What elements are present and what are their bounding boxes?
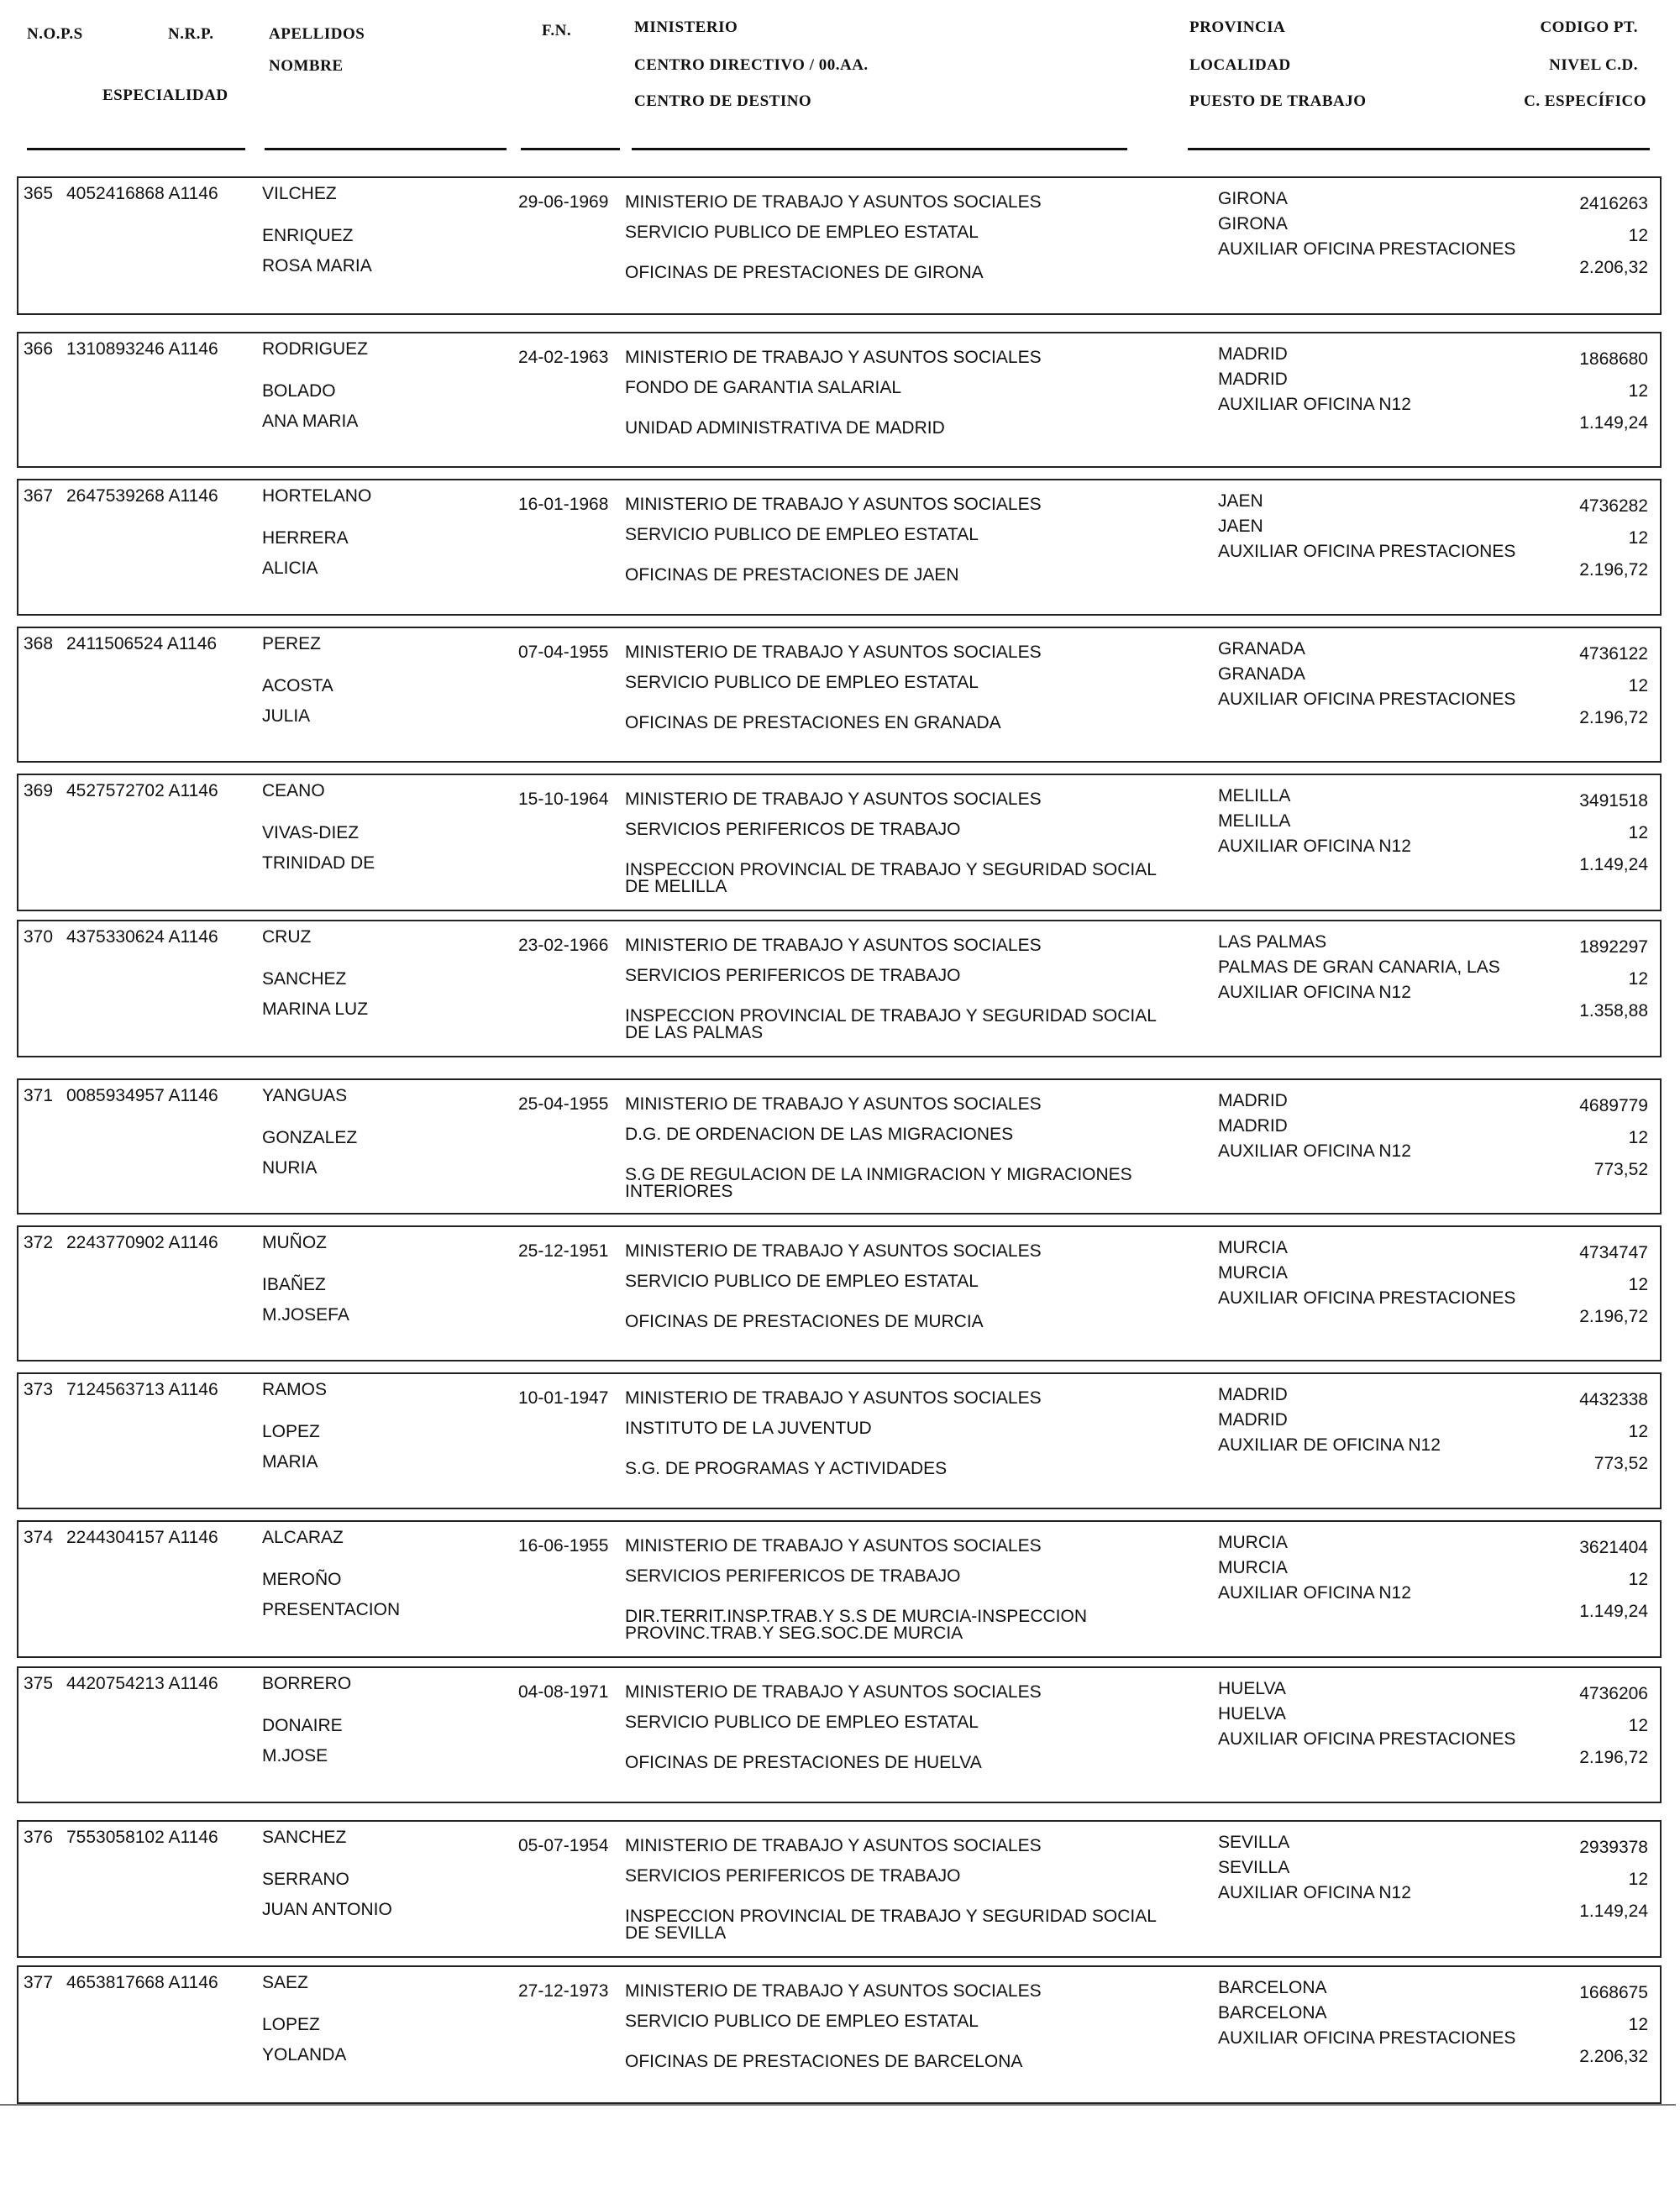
record-puesto-field: AUXILIAR OFICINA PRESTACIONES xyxy=(1218,1729,1516,1749)
record-codigo-field: 3621404 xyxy=(1579,1538,1648,1557)
record-nrp-field: 7553058102 A1146 xyxy=(66,1828,218,1847)
record-localidad-field: MELILLA xyxy=(1218,811,1291,831)
record-codigo-field: 2416263 xyxy=(1579,194,1648,213)
record-nivel-field: 12 xyxy=(1628,1422,1648,1441)
record-provincia-field: MURCIA xyxy=(1218,1533,1288,1552)
record-ministerio-field: MINISTERIO DE TRABAJO Y ASUNTOS SOCIALES xyxy=(625,936,1042,955)
record-ministerio-field: MINISTERIO DE TRABAJO Y ASUNTOS SOCIALES xyxy=(625,1094,1042,1114)
record-nrp-field: 4420754213 A1146 xyxy=(66,1674,218,1693)
record-nivel-field: 12 xyxy=(1628,381,1648,401)
record-fn-field: 05-07-1954 xyxy=(518,1836,609,1855)
record-ap-field: SANCHEZ xyxy=(262,1828,347,1847)
record-nrp-field: 4052416868 A1146 xyxy=(66,184,218,203)
header-rule xyxy=(632,148,1127,150)
record-directivo-field: SERVICIO PUBLICO DE EMPLEO ESTATAL xyxy=(625,1272,979,1291)
header-rule xyxy=(521,148,620,150)
record-nivel-field: 12 xyxy=(1628,226,1648,245)
record-especifico-field: 1.149,24 xyxy=(1579,1602,1648,1621)
record-destino-field: DE LAS PALMAS xyxy=(625,1023,764,1042)
record-codigo-field: 4689779 xyxy=(1579,1096,1648,1115)
record-ministerio-field: MINISTERIO DE TRABAJO Y ASUNTOS SOCIALES xyxy=(625,1682,1042,1702)
record-ap-field: SAEZ xyxy=(262,1973,308,1992)
record-367 xyxy=(17,479,1662,616)
record-provincia-field: MURCIA xyxy=(1218,1238,1288,1257)
record-n-field: 373 xyxy=(24,1380,54,1399)
record-directivo-field: SERVICIOS PERIFERICOS DE TRABAJO xyxy=(625,820,961,839)
record-especifico-field: 1.149,24 xyxy=(1579,1902,1648,1921)
record-destino-field: DE SEVILLA xyxy=(625,1923,727,1943)
header-rule xyxy=(27,148,245,150)
record-localidad-field: HUELVA xyxy=(1218,1704,1286,1723)
header-puesto: PUESTO DE TRABAJO xyxy=(1189,92,1367,110)
record-nrp-field: 2244304157 A1146 xyxy=(66,1528,218,1547)
record-localidad-field: GRANADA xyxy=(1218,664,1305,684)
record-provincia-field: BARCELONA xyxy=(1218,1978,1327,1997)
record-puesto-field: AUXILIAR OFICINA N12 xyxy=(1218,1141,1411,1161)
header-localidad: LOCALIDAD xyxy=(1189,56,1291,74)
record-puesto-field: AUXILIAR OFICINA PRESTACIONES xyxy=(1218,542,1516,561)
record-destino-field: DIR.TERRIT.INSP.TRAB.Y S.S DE MURCIA-INSPECCION xyxy=(625,1607,1087,1626)
record-nrp-field: 2411506524 A1146 xyxy=(66,634,218,653)
record-nrp-field: 4375330624 A1146 xyxy=(66,927,218,947)
record-n-field: 369 xyxy=(24,781,54,800)
record-destino-field: OFICINAS DE PRESTACIONES DE JAEN xyxy=(625,565,959,585)
record-373 xyxy=(17,1372,1662,1509)
record-directivo-field: SERVICIO PUBLICO DE EMPLEO ESTATAL xyxy=(625,1713,979,1732)
record-ap-field: ALCARAZ xyxy=(262,1528,344,1547)
record-codigo-field: 1868680 xyxy=(1579,349,1648,369)
record-nombre-field: JULIA xyxy=(262,706,311,726)
record-destino-field: DE MELILLA xyxy=(625,877,727,896)
record-nombre-field: JUAN ANTONIO xyxy=(262,1900,392,1919)
record-puesto-field: AUXILIAR OFICINA PRESTACIONES xyxy=(1218,2028,1516,2048)
record-ap-field: CRUZ xyxy=(262,927,312,947)
record-provincia-field: GIRONA xyxy=(1218,189,1288,208)
record-nrp-field: 2647539268 A1146 xyxy=(66,486,218,506)
record-directivo-field: D.G. DE ORDENACION DE LAS MIGRACIONES xyxy=(625,1125,1014,1144)
record-directivo-field: INSTITUTO DE LA JUVENTUD xyxy=(625,1419,872,1438)
record-localidad-field: BARCELONA xyxy=(1218,2003,1327,2022)
record-369 xyxy=(17,774,1662,911)
record-nivel-field: 12 xyxy=(1628,528,1648,548)
record-especifico-field: 2.206,32 xyxy=(1579,258,1648,277)
record-n-field: 374 xyxy=(24,1528,54,1547)
record-nombre-field: MARINA LUZ xyxy=(262,999,369,1019)
record-fn-field: 15-10-1964 xyxy=(518,790,609,809)
header-especifico: C. ESPECÍFICO xyxy=(1524,92,1646,110)
record-codigo-field: 4736282 xyxy=(1579,496,1648,516)
record-ministerio-field: MINISTERIO DE TRABAJO Y ASUNTOS SOCIALES xyxy=(625,1836,1042,1855)
record-fn-field: 10-01-1947 xyxy=(518,1388,609,1408)
header-nivel: NIVEL C.D. xyxy=(1549,56,1638,74)
header-centro-destino: CENTRO DE DESTINO xyxy=(634,92,812,110)
record-especifico-field: 2.196,72 xyxy=(1579,1748,1648,1767)
record-377 xyxy=(17,1965,1662,2104)
record-n-field: 370 xyxy=(24,927,54,947)
record-directivo-field: SERVICIO PUBLICO DE EMPLEO ESTATAL xyxy=(625,2012,979,2031)
record-ap-field: VILCHEZ xyxy=(262,184,337,203)
record-fn-field: 16-06-1955 xyxy=(518,1536,609,1556)
record-ap-field: RODRIGUEZ xyxy=(262,339,368,359)
record-fn-field: 29-06-1969 xyxy=(518,192,609,212)
record-ap-field: VIVAS-DIEZ xyxy=(262,823,360,842)
record-localidad-field: PALMAS DE GRAN CANARIA, LAS xyxy=(1218,957,1500,977)
page-bottom-rule xyxy=(0,2104,1676,2106)
record-ap-field: LOPEZ xyxy=(262,2015,320,2034)
record-nrp-field: 0085934957 A1146 xyxy=(66,1086,218,1105)
header-codigo: CODIGO PT. xyxy=(1540,18,1638,36)
record-localidad-field: MURCIA xyxy=(1218,1263,1288,1283)
record-fn-field: 27-12-1973 xyxy=(518,1981,609,2001)
record-nrp-field: 2243770902 A1146 xyxy=(66,1233,218,1252)
record-ap-field: IBAÑEZ xyxy=(262,1275,326,1294)
record-fn-field: 23-02-1966 xyxy=(518,936,609,955)
record-destino-field: OFICINAS DE PRESTACIONES EN GRANADA xyxy=(625,713,1001,732)
record-ap-field: HORTELANO xyxy=(262,486,372,506)
record-nivel-field: 12 xyxy=(1628,823,1648,842)
record-375 xyxy=(17,1666,1662,1803)
header-centro-directivo: CENTRO DIRECTIVO / 00.AA. xyxy=(634,56,869,74)
record-nrp-field: 1310893246 A1146 xyxy=(66,339,218,359)
record-puesto-field: AUXILIAR DE OFICINA N12 xyxy=(1218,1435,1441,1455)
record-ap-field: GONZALEZ xyxy=(262,1128,358,1147)
record-fn-field: 25-12-1951 xyxy=(518,1241,609,1261)
record-provincia-field: SEVILLA xyxy=(1218,1833,1290,1852)
record-nivel-field: 12 xyxy=(1628,2015,1648,2034)
record-nombre-field: TRINIDAD DE xyxy=(262,853,375,873)
record-localidad-field: JAEN xyxy=(1218,517,1263,536)
header-ministerio: MINISTERIO xyxy=(634,18,738,36)
record-374 xyxy=(17,1520,1662,1658)
record-localidad-field: MADRID xyxy=(1218,1116,1288,1136)
record-puesto-field: AUXILIAR OFICINA N12 xyxy=(1218,1883,1411,1902)
record-nombre-field: M.JOSEFA xyxy=(262,1305,349,1325)
record-directivo-field: SERVICIO PUBLICO DE EMPLEO ESTATAL xyxy=(625,673,979,692)
record-destino-field: INSPECCION PROVINCIAL DE TRABAJO Y SEGURIDAD SOCIAL xyxy=(625,1006,1157,1026)
record-ministerio-field: MINISTERIO DE TRABAJO Y ASUNTOS SOCIALES xyxy=(625,643,1042,662)
record-368 xyxy=(17,627,1662,763)
header-provincia: PROVINCIA xyxy=(1189,18,1286,36)
record-fn-field: 04-08-1971 xyxy=(518,1682,609,1702)
record-ministerio-field: MINISTERIO DE TRABAJO Y ASUNTOS SOCIALES xyxy=(625,1388,1042,1408)
record-localidad-field: MURCIA xyxy=(1218,1558,1288,1577)
record-destino-field: S.G. DE PROGRAMAS Y ACTIVIDADES xyxy=(625,1459,948,1478)
header-nombre: NOMBRE xyxy=(269,57,344,75)
header-nops: N.O.P.S xyxy=(27,25,83,43)
record-destino-field: OFICINAS DE PRESTACIONES DE BARCELONA xyxy=(625,2052,1023,2071)
record-n-field: 367 xyxy=(24,486,54,506)
record-n-field: 371 xyxy=(24,1086,54,1105)
record-directivo-field: SERVICIOS PERIFERICOS DE TRABAJO xyxy=(625,966,961,985)
header-fn: F.N. xyxy=(542,22,572,39)
record-ap-field: PEREZ xyxy=(262,634,322,653)
record-ap-field: ACOSTA xyxy=(262,676,333,695)
record-puesto-field: AUXILIAR OFICINA N12 xyxy=(1218,983,1411,1002)
record-destino-field: PROVINC.TRAB.Y SEG.SOC.DE MURCIA xyxy=(625,1624,963,1643)
record-ministerio-field: MINISTERIO DE TRABAJO Y ASUNTOS SOCIALES xyxy=(625,495,1042,514)
record-puesto-field: AUXILIAR OFICINA PRESTACIONES xyxy=(1218,690,1516,709)
record-provincia-field: JAEN xyxy=(1218,491,1263,511)
record-codigo-field: 1668675 xyxy=(1579,1983,1648,2002)
record-nombre-field: YOLANDA xyxy=(262,2045,347,2064)
record-puesto-field: AUXILIAR OFICINA N12 xyxy=(1218,395,1411,414)
record-nivel-field: 12 xyxy=(1628,1716,1648,1735)
record-destino-field: OFICINAS DE PRESTACIONES DE MURCIA xyxy=(625,1312,984,1331)
record-n-field: 365 xyxy=(24,184,54,203)
record-especifico-field: 773,52 xyxy=(1593,1160,1648,1179)
record-370 xyxy=(17,920,1662,1057)
record-directivo-field: FONDO DE GARANTIA SALARIAL xyxy=(625,378,902,397)
record-nombre-field: PRESENTACION xyxy=(262,1600,401,1619)
record-ap-field: SANCHEZ xyxy=(262,969,347,989)
record-ministerio-field: MINISTERIO DE TRABAJO Y ASUNTOS SOCIALES xyxy=(625,348,1042,367)
record-nivel-field: 12 xyxy=(1628,969,1648,989)
record-provincia-field: HUELVA xyxy=(1218,1679,1286,1698)
record-fn-field: 24-02-1963 xyxy=(518,348,609,367)
record-ap-field: RAMOS xyxy=(262,1380,328,1399)
header-especialidad: ESPECIALIDAD xyxy=(102,87,228,104)
record-n-field: 376 xyxy=(24,1828,54,1847)
record-nombre-field: ALICIA xyxy=(262,559,318,578)
record-codigo-field: 4736122 xyxy=(1579,644,1648,664)
record-ministerio-field: MINISTERIO DE TRABAJO Y ASUNTOS SOCIALES xyxy=(625,790,1042,809)
record-destino-field: INSPECCION PROVINCIAL DE TRABAJO Y SEGURIDAD SOCIAL xyxy=(625,1907,1157,1926)
record-puesto-field: AUXILIAR OFICINA PRESTACIONES xyxy=(1218,239,1516,259)
record-directivo-field: SERVICIOS PERIFERICOS DE TRABAJO xyxy=(625,1866,961,1886)
record-especifico-field: 1.358,88 xyxy=(1579,1001,1648,1020)
record-especifico-field: 1.149,24 xyxy=(1579,413,1648,433)
record-ministerio-field: MINISTERIO DE TRABAJO Y ASUNTOS SOCIALES xyxy=(625,192,1042,212)
record-especifico-field: 2.196,72 xyxy=(1579,1307,1648,1326)
record-provincia-field: MADRID xyxy=(1218,1385,1288,1404)
record-codigo-field: 4734747 xyxy=(1579,1243,1648,1262)
record-nivel-field: 12 xyxy=(1628,1275,1648,1294)
record-nombre-field: ROSA MARIA xyxy=(262,256,372,275)
record-directivo-field: SERVICIO PUBLICO DE EMPLEO ESTATAL xyxy=(625,525,979,544)
record-nivel-field: 12 xyxy=(1628,1570,1648,1589)
record-nombre-field: M.JOSE xyxy=(262,1746,328,1765)
record-especifico-field: 2.206,32 xyxy=(1579,2047,1648,2066)
record-ap-field: LOPEZ xyxy=(262,1422,320,1441)
record-destino-field: UNIDAD ADMINISTRATIVA DE MADRID xyxy=(625,418,945,438)
record-destino-field: INSPECCION PROVINCIAL DE TRABAJO Y SEGURIDAD SOCIAL xyxy=(625,860,1157,879)
record-n-field: 372 xyxy=(24,1233,54,1252)
record-fn-field: 25-04-1955 xyxy=(518,1094,609,1114)
header-rule xyxy=(1188,148,1650,150)
record-n-field: 375 xyxy=(24,1674,54,1693)
record-provincia-field: MADRID xyxy=(1218,1091,1288,1110)
record-ap-field: BOLADO xyxy=(262,381,336,401)
record-puesto-field: AUXILIAR OFICINA N12 xyxy=(1218,1583,1411,1603)
record-ap-field: SERRANO xyxy=(262,1870,349,1889)
record-provincia-field: MADRID xyxy=(1218,344,1288,364)
record-nombre-field: NURIA xyxy=(262,1158,318,1178)
record-ap-field: CEANO xyxy=(262,781,325,800)
record-directivo-field: SERVICIO PUBLICO DE EMPLEO ESTATAL xyxy=(625,223,979,242)
record-destino-field: OFICINAS DE PRESTACIONES DE HUELVA xyxy=(625,1753,982,1772)
record-ap-field: MUÑOZ xyxy=(262,1233,327,1252)
record-ap-field: ENRIQUEZ xyxy=(262,226,354,245)
record-localidad-field: SEVILLA xyxy=(1218,1858,1290,1877)
record-fn-field: 07-04-1955 xyxy=(518,643,609,662)
record-ministerio-field: MINISTERIO DE TRABAJO Y ASUNTOS SOCIALES xyxy=(625,1536,1042,1556)
record-destino-field: INTERIORES xyxy=(625,1182,733,1201)
record-365 xyxy=(17,176,1662,315)
record-372 xyxy=(17,1225,1662,1361)
record-ap-field: BORRERO xyxy=(262,1674,352,1693)
record-ap-field: DONAIRE xyxy=(262,1716,343,1735)
record-n-field: 368 xyxy=(24,634,54,653)
record-especifico-field: 2.196,72 xyxy=(1579,708,1648,727)
record-fn-field: 16-01-1968 xyxy=(518,495,609,514)
record-especifico-field: 2.196,72 xyxy=(1579,560,1648,580)
record-especifico-field: 1.149,24 xyxy=(1579,855,1648,874)
record-provincia-field: GRANADA xyxy=(1218,639,1305,658)
record-ap-field: MEROÑO xyxy=(262,1570,342,1589)
record-nrp-field: 4527572702 A1146 xyxy=(66,781,218,800)
record-n-field: 366 xyxy=(24,339,54,359)
record-localidad-field: GIRONA xyxy=(1218,214,1288,233)
record-nivel-field: 12 xyxy=(1628,1128,1648,1147)
record-ministerio-field: MINISTERIO DE TRABAJO Y ASUNTOS SOCIALES xyxy=(625,1981,1042,2001)
record-nrp-field: 7124563713 A1146 xyxy=(66,1380,218,1399)
record-371 xyxy=(17,1078,1662,1215)
record-codigo-field: 1892297 xyxy=(1579,937,1648,957)
record-ministerio-field: MINISTERIO DE TRABAJO Y ASUNTOS SOCIALES xyxy=(625,1241,1042,1261)
record-nivel-field: 12 xyxy=(1628,1870,1648,1889)
record-n-field: 377 xyxy=(24,1973,54,1992)
record-ap-field: YANGUAS xyxy=(262,1086,348,1105)
record-nombre-field: ANA MARIA xyxy=(262,412,359,431)
record-puesto-field: AUXILIAR OFICINA N12 xyxy=(1218,837,1411,856)
record-ap-field: HERRERA xyxy=(262,528,349,548)
record-376 xyxy=(17,1820,1662,1958)
record-puesto-field: AUXILIAR OFICINA PRESTACIONES xyxy=(1218,1288,1516,1308)
record-codigo-field: 3491518 xyxy=(1579,791,1648,811)
record-codigo-field: 2939378 xyxy=(1579,1838,1648,1857)
record-nivel-field: 12 xyxy=(1628,676,1648,695)
record-directivo-field: SERVICIOS PERIFERICOS DE TRABAJO xyxy=(625,1566,961,1586)
record-codigo-field: 4736206 xyxy=(1579,1684,1648,1703)
record-provincia-field: LAS PALMAS xyxy=(1218,932,1327,952)
record-destino-field: OFICINAS DE PRESTACIONES DE GIRONA xyxy=(625,263,984,282)
record-localidad-field: MADRID xyxy=(1218,370,1288,389)
record-nrp-field: 4653817668 A1146 xyxy=(66,1973,218,1992)
record-366 xyxy=(17,332,1662,468)
record-nombre-field: MARIA xyxy=(262,1452,318,1472)
record-provincia-field: MELILLA xyxy=(1218,786,1291,805)
header-rule xyxy=(265,148,507,150)
header-nrp: N.R.P. xyxy=(168,25,214,43)
record-destino-field: S.G DE REGULACION DE LA INMIGRACION Y MIGRACIONES xyxy=(625,1165,1132,1184)
header-apellidos: APELLIDOS xyxy=(269,25,365,43)
record-localidad-field: MADRID xyxy=(1218,1410,1288,1430)
record-especifico-field: 773,52 xyxy=(1593,1454,1648,1473)
record-codigo-field: 4432338 xyxy=(1579,1390,1648,1409)
